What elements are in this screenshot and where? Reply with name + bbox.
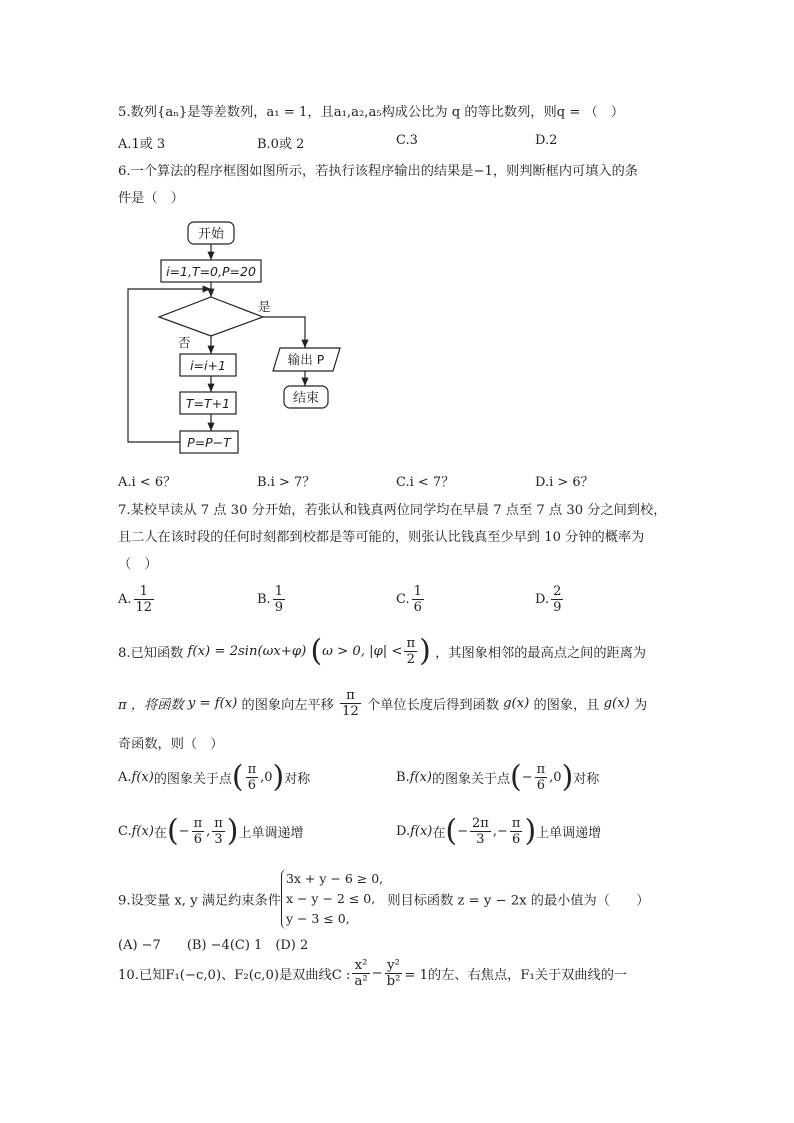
q7-option-c: C. $\frac{1}{6}$ [396, 584, 422, 615]
q7-line1: 7.某校早读从 7 点 30 分开始，若张认和钱真两位同学均在早晨 7 点至 7 点 30 分之间到校， [118, 503, 667, 518]
flowchart [118, 215, 358, 460]
q6-stem-line1: 6.一个算法的程序框图如图所示，若执行该程序输出的结果是−1，则判断框内可填入的条 [118, 164, 638, 179]
flow-init-label: i=1,T=0,P=20 [166, 264, 256, 279]
flow-step1-label: i=i+1 [190, 358, 226, 373]
q6-stem-line2: 件是（ ） [118, 191, 184, 206]
flow-step3-label: P=P−T [187, 435, 231, 450]
q7-line2: 且二人在该时段的任何时刻都到校都是等可能的，则张认比钱真至少早到 10 分钟的概率为 [118, 530, 645, 545]
q6-option-d: D.i > 6？ [535, 475, 594, 490]
q8-option-a: A.f(x)的图象关于点( $\frac{\pi}{6}$ ,0)对称 [118, 759, 311, 795]
flow-start-label: 开始 [197, 227, 225, 242]
flow-decision-diamond [159, 297, 263, 336]
q8-line2: π ，将函数 y = f(x) 的图象向左平移 $\frac{\pi}{12}$ 个单位长度后得到函数 g(x) 的图象，且 g(x) 为 [118, 688, 648, 719]
flow-end-label: 结束 [292, 391, 320, 406]
q7-option-a: A. $\frac{1}{12}$ [118, 584, 153, 615]
q5-option-c: C.3 [396, 133, 418, 148]
q6-option-b: B.i > 7？ [257, 475, 316, 490]
q5-option-d: D.2 [535, 133, 558, 148]
q7-line3: （ ） [118, 557, 158, 572]
flow-step2-label: T=T+1 [185, 396, 231, 411]
q8-option-b: B.f(x)的图象关于点(− $\frac{\pi}{6}$ ,0)对称 [396, 759, 600, 795]
q6-option-a: A.i < 6？ [118, 475, 177, 490]
q9-stem: 9.设变量 x, y 满足约束条件 3x + y − 6 ≥ 0, x − y − 2 ≤ 0, y − 3 ≤ 0, 则目标函数 z = y − 2x 的最小值为（ ） [118, 869, 649, 929]
q5-option-a: A.1或 3 [118, 137, 166, 152]
flow-output-label: 输出 P [287, 352, 325, 367]
q8-line1: 8.已知函数 f(x) = 2sin(ωx+φ) (ω > 0, |φ| < $\frac{\pi}{2}$ ) ，其图象相邻的最高点之间的距离为 [118, 633, 647, 669]
q9-constraint-system: 3x + y − 6 ≥ 0, x − y − 2 ≤ 0, y − 3 ≤ 0, [281, 869, 383, 929]
q8-option-c: C.f(x)在(− $\frac{\pi}{6}$ , $\frac{\pi}{3}$ )上单调递增 [118, 813, 304, 849]
q7-option-d: D. $\frac{2}{9}$ [535, 584, 562, 615]
q5-stem: 5.数列{aₙ}是等差数列，a₁ = 1，且a₁,a₂,a₅构成公比为 q 的等比数列，则q = （ ） [118, 105, 625, 120]
q8-line3: 奇函数，则（ ） [118, 737, 224, 752]
flow-no-label: 否 [178, 335, 191, 350]
q7-option-b: B. $\frac{1}{9}$ [257, 584, 283, 615]
q10-stem: 10.已知F₁(−c,0)、F₂(c,0)是双曲线C : $\frac{\text{x²}}{\text{a²}}$ − $\frac{\text{y²}}{\text{b²}}$ = 1的左、右焦点，F₁关于双曲线的一 [118, 958, 628, 989]
flow-yes-label: 是 [258, 299, 271, 314]
q5-option-b: B.0或 2 [257, 137, 305, 152]
q9-options: (A) −7 (B) −4(C) 1 (D) 2 [118, 938, 309, 953]
q6-option-c: C.i < 7？ [396, 475, 455, 490]
q8-option-d: D.f(x)在(− $\frac{2\pi}{3}$ ,− $\frac{\pi}{6}$ )上单调递增 [396, 813, 602, 849]
